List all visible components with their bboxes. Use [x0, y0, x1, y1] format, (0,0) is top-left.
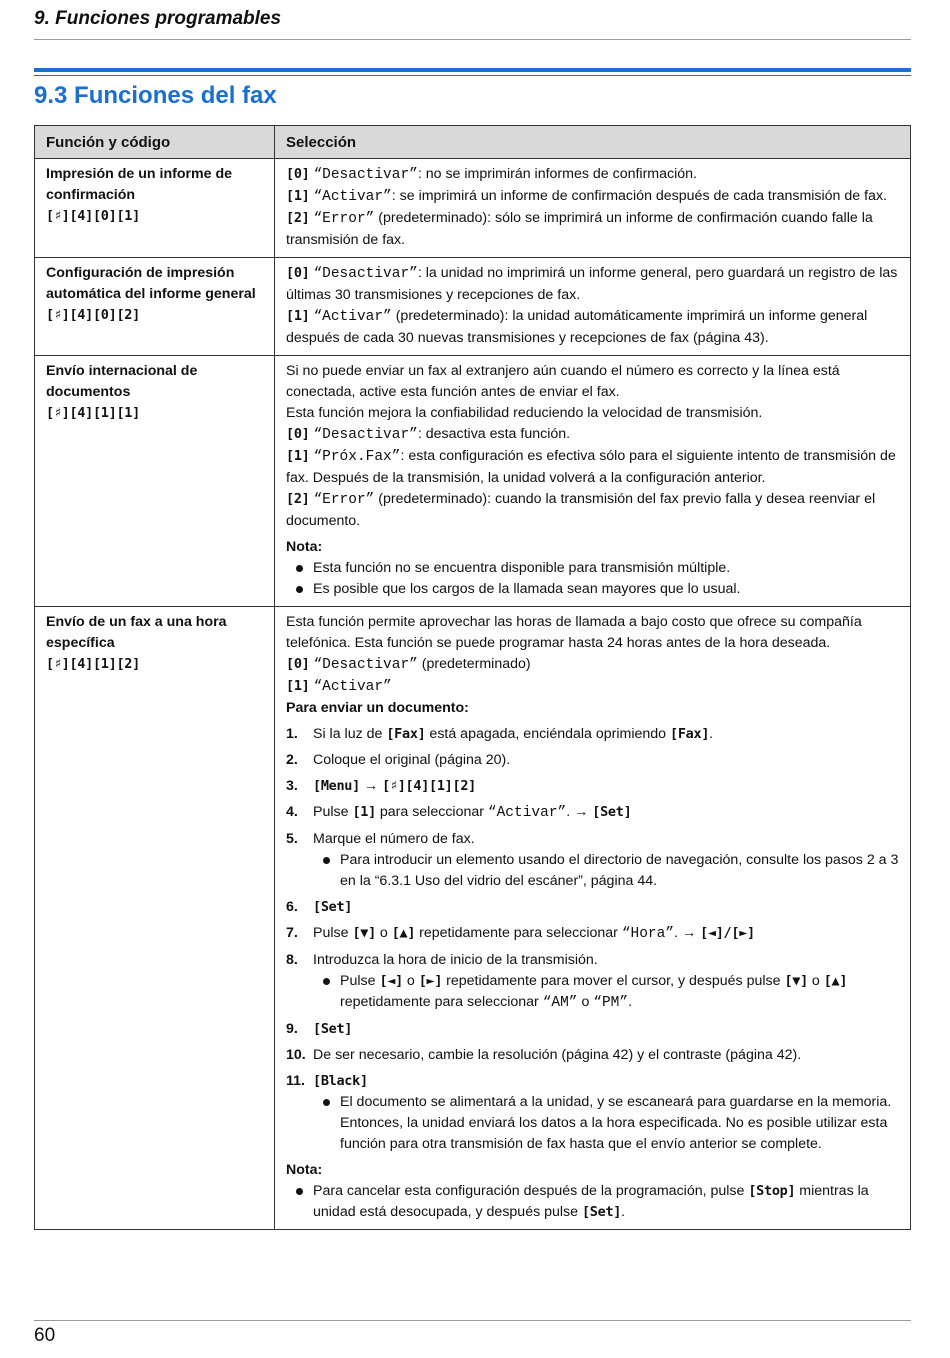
note-item: Esta función no se encuentra disponible para transmisión múltiple.: [286, 558, 899, 579]
option-line: [286, 306, 899, 349]
arrow-right-icon: →: [363, 778, 379, 794]
step-sub-list: [313, 850, 899, 892]
option-key: [1]: [286, 678, 310, 694]
running-header: 9. Funciones programables: [34, 8, 282, 29]
table-row: [35, 356, 911, 607]
step: [286, 950, 899, 1014]
step-sub-item: El documento se alimentará a la unidad, y se escaneará para guardarse en la memoria. Entonces, la unidad enviará los datos a la hora especificada. No es posible utilizar esta función para otra transmisión de fax hasta que el envío anterior se complete.: [313, 1092, 899, 1155]
step: [286, 1071, 899, 1155]
step-text: repetidamente para seleccionar: [415, 925, 622, 941]
step-number: 11.: [286, 1073, 305, 1089]
section-title: 9.3 Funciones del fax: [34, 82, 277, 109]
function-cell: [35, 607, 275, 1230]
function-cell: [35, 356, 275, 607]
option-value: “Hora”: [621, 926, 675, 942]
step-text: Coloque el original (página 20).: [313, 752, 511, 768]
option-text: (predeterminado): [417, 656, 531, 672]
function-name: Envío de un fax a una hora específica: [46, 614, 227, 651]
left-key: [◄]: [379, 973, 403, 989]
option-value: “Error”: [313, 492, 375, 508]
set-key: [Set]: [592, 804, 632, 820]
option-text: (predeterminado): cuando la transmisión del fax previo falla y desea reenviar el documento.: [286, 491, 876, 529]
option-text: (predeterminado): la unidad automáticamente imprimirá un informe general después de cada 30 nuevas transmisiones y recepciones de fax (página 43).: [286, 308, 868, 346]
table-row: [35, 159, 911, 258]
option-key: [0]: [286, 656, 310, 672]
note-label: Nota:: [286, 539, 323, 555]
step-text: repetidamente para mover el cursor, y después pulse: [442, 973, 785, 989]
intro-text: Si no puede enviar un fax al extranjero aún cuando el número es correcto y la línea está conectada, active esta función antes de enviar el fax.: [286, 363, 840, 400]
left-right-keys: [◄]/[►]: [700, 925, 755, 941]
function-code: [♯][4][1][2]: [46, 656, 140, 672]
option-text: (predeterminado): sólo se imprimirá un informe de confirmación cuando falle la transmisión de fax.: [286, 210, 873, 248]
step-text: De ser necesario, cambie la resolución (página 42) y el contraste (página 42).: [313, 1047, 802, 1063]
note-item: Es posible que los cargos de la llamada sean mayores que lo usual.: [286, 579, 899, 600]
step-number: 10.: [286, 1047, 306, 1063]
note-text: mientras la unidad está desocupada, y después pulse: [313, 1183, 869, 1220]
step-text: .: [674, 925, 682, 941]
option-value: “Desactivar”: [313, 167, 418, 183]
option-key: [1]: [286, 188, 310, 204]
step-sub-item: Para introducir un elemento usando el directorio de navegación, consulte los pasos 2 a 3 en la “6.3.1 Uso del vidrio del escáner”, página 44.: [313, 850, 899, 892]
step: [286, 897, 899, 918]
step-text: para seleccionar: [375, 804, 488, 820]
option-value: “Desactivar”: [313, 657, 418, 673]
step-text: Pulse: [313, 925, 353, 941]
set-key: [Set]: [313, 1021, 353, 1037]
option-text: : la unidad no imprimirá un informe general, pero guardará un registro de las últimas 30 transmisiones y recepciones de fax.: [286, 265, 898, 303]
note-item: [286, 1181, 899, 1223]
option-key: [1]: [286, 448, 310, 464]
set-key: [Set]: [581, 1204, 622, 1220]
step-sub-list: [313, 971, 899, 1014]
set-key: [Set]: [313, 899, 353, 915]
column-header-function: Función y código: [35, 126, 275, 159]
note-list: [286, 558, 899, 600]
step: [286, 923, 899, 945]
step-text: Si la luz de: [313, 726, 387, 742]
selection-cell: [275, 159, 911, 258]
column-header-selection: Selección: [275, 126, 911, 159]
up-key: [▲]: [391, 925, 416, 941]
option-value: “Activar”: [313, 309, 392, 325]
down-key: [▼]: [352, 925, 376, 941]
fax-key: [Fax]: [670, 726, 710, 742]
option-text: : esta configuración es efectiva sólo para el siguiente intento de transmisión de fax. Después de la transmisión, la unidad volverá a la configuración anterior.: [286, 448, 896, 486]
option-key: [1]: [286, 308, 310, 324]
procedure-steps: [286, 724, 899, 1155]
step-number: 2.: [286, 752, 298, 768]
option-line: [286, 676, 899, 698]
right-key: [►]: [418, 973, 443, 989]
option-line: [286, 446, 899, 489]
option-key: [2]: [286, 210, 310, 226]
option-text: : se imprimirá un informe de confirmación después de cada transmisión de fax.: [391, 188, 887, 204]
procedure-title: Para enviar un documento:: [286, 700, 469, 716]
option-value: “PM”: [593, 995, 629, 1011]
intro-text: Esta función permite aprovechar las horas de llamada a bajo costo que ofrece su compañía telefónica. Esta función se puede programar hasta 24 horas antes de la hora deseada.: [286, 614, 862, 651]
up-key: [▲]: [823, 973, 848, 989]
step-text: Pulse: [340, 973, 380, 989]
option-line: [286, 489, 899, 532]
function-name: Configuración de impresión automática del informe general: [46, 265, 256, 302]
step: [286, 829, 899, 892]
arrow-right-icon: →: [681, 925, 697, 941]
key-1: [1]: [352, 804, 376, 820]
step-text: Marque el número de fax.: [313, 831, 475, 847]
down-key: [▼]: [784, 973, 808, 989]
intro-text: Esta función mejora la confiabilidad reduciendo la velocidad de transmisión.: [286, 405, 763, 421]
step-number: 3.: [286, 778, 298, 794]
step-text: está apagada, enciéndala oprimiendo: [425, 726, 671, 742]
function-name: Impresión de un informe de confirmación: [46, 166, 233, 203]
stop-key: [Stop]: [748, 1183, 796, 1199]
option-value: “AM”: [542, 995, 578, 1011]
option-line: [286, 424, 899, 446]
step: [286, 724, 899, 745]
option-key: [0]: [286, 166, 310, 182]
fax-key: [Fax]: [386, 726, 426, 742]
step: [286, 802, 899, 824]
function-code: [♯][4][1][1]: [46, 405, 140, 421]
option-key: [0]: [286, 426, 310, 442]
table-header-row: [35, 126, 911, 159]
step: [286, 750, 899, 771]
page-number: 60: [34, 1325, 56, 1346]
section-bar: [34, 68, 911, 72]
step-text: o: [375, 925, 392, 941]
step-text: .: [709, 726, 714, 742]
function-name: Envío internacional de documentos: [46, 363, 198, 400]
option-value: “Activar”: [313, 189, 392, 205]
option-key: [2]: [286, 491, 310, 507]
table-row: [35, 607, 911, 1230]
step-text: .: [566, 804, 575, 820]
step-text: Introduzca la hora de inicio de la transmisión.: [313, 952, 598, 968]
step-text: o: [402, 973, 419, 989]
step-number: 4.: [286, 804, 298, 820]
step-text: .: [628, 994, 633, 1010]
note-text: Para cancelar esta configuración después de la programación, pulse: [313, 1183, 749, 1199]
step-number: 8.: [286, 952, 298, 968]
option-value: “Activar”: [487, 805, 567, 821]
step-number: 6.: [286, 899, 298, 915]
option-line: [286, 208, 899, 251]
selection-cell: [275, 258, 911, 356]
selection-cell: [275, 607, 911, 1230]
selection-cell: [275, 356, 911, 607]
step-text: o: [577, 994, 594, 1010]
table-row: [35, 258, 911, 356]
option-line: [286, 164, 899, 186]
function-cell: [35, 258, 275, 356]
header-rule: [34, 39, 911, 40]
step: [286, 1045, 899, 1066]
step-sub-item: [313, 971, 899, 1014]
option-line: [286, 186, 899, 208]
step-text: repetidamente para seleccionar: [340, 994, 543, 1010]
step-number: 5.: [286, 831, 298, 847]
note-list: [286, 1181, 899, 1223]
option-value: “Activar”: [313, 679, 392, 695]
step-text: o: [807, 973, 824, 989]
step-text: Pulse: [313, 804, 353, 820]
option-value: “Próx.Fax”: [313, 449, 401, 465]
function-code: [♯][4][0][2]: [46, 307, 140, 323]
step-number: 9.: [286, 1021, 298, 1037]
black-key: [Black]: [313, 1073, 368, 1089]
menu-key: [Menu]: [313, 778, 360, 794]
arrow-right-icon: →: [574, 804, 589, 820]
option-value: “Error”: [313, 211, 375, 227]
step-number: 1.: [286, 726, 298, 742]
step-number: 7.: [286, 925, 298, 941]
function-code: [♯][4][1][2]: [382, 778, 476, 794]
step: [286, 1019, 899, 1040]
section-bar-thin: [34, 75, 911, 76]
function-cell: [35, 159, 275, 258]
function-code: [♯][4][0][1]: [46, 208, 140, 224]
note-text: .: [621, 1204, 626, 1220]
footer-rule: [34, 1320, 911, 1321]
step-sub-list: [313, 1092, 899, 1155]
step: [286, 776, 899, 797]
option-line: [286, 263, 899, 306]
functions-table: [34, 125, 911, 1230]
option-value: “Desactivar”: [313, 266, 418, 282]
option-line: [286, 654, 899, 676]
option-key: [0]: [286, 265, 310, 281]
option-text: : no se imprimirán informes de confirmación.: [417, 166, 697, 182]
option-text: : desactiva esta función.: [417, 426, 571, 442]
note-label: Nota:: [286, 1162, 323, 1178]
option-value: “Desactivar”: [313, 427, 418, 443]
